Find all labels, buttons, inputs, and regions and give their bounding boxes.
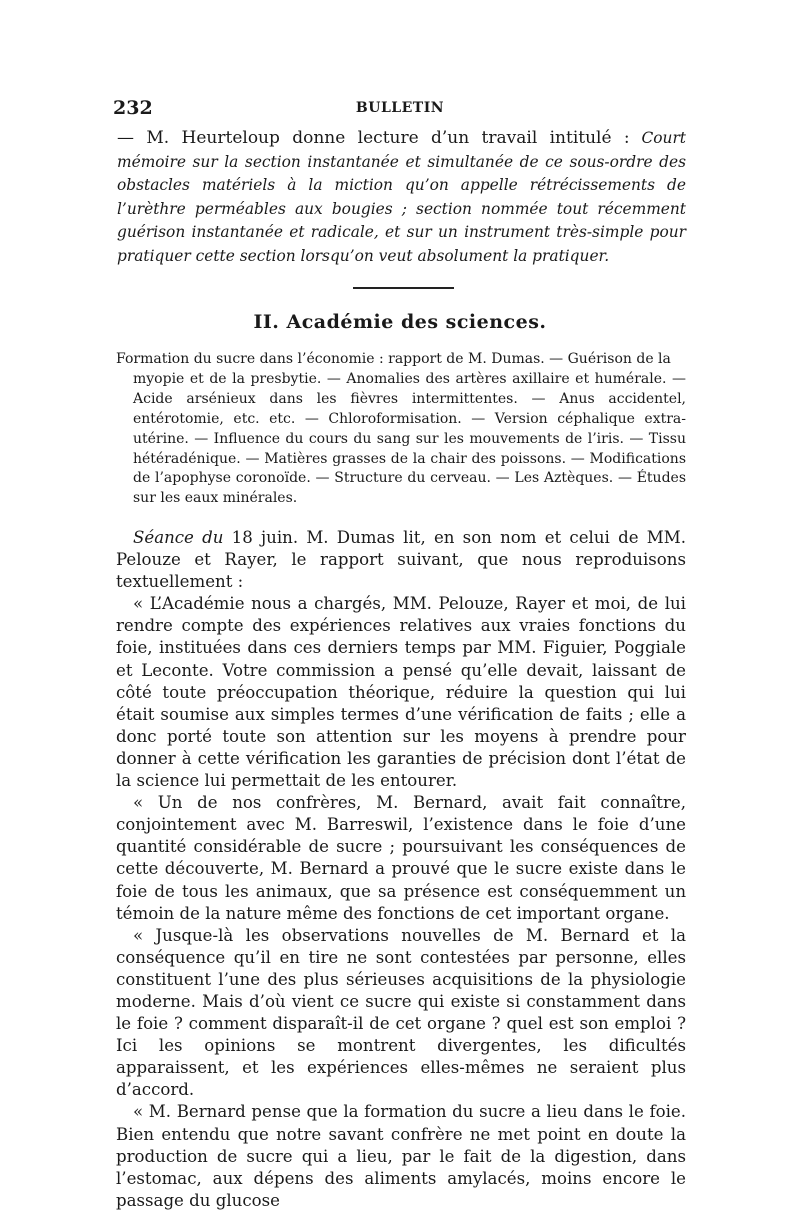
page-header <box>113 97 687 121</box>
intro-lead: — M. Heurteloup donne lecture d’un travail intitulé : <box>117 128 630 148</box>
article-body <box>116 527 686 1212</box>
running-title: BULLETIN <box>355 100 445 116</box>
summary-rest: myopie et de la presbytie. — Anomalies des artères axillaire et humérale. — Acide arsénieux dans les fièvres intermittentes. — Anus accidentel, entérotomie, etc. etc. — Chloroformisation. — Version céphalique extra-utérine. — Influence du cours du sang sur les mouvements de l’iris. — Tissu hétéradénique. — Matières grasses de la chair des poissons. — Modifications de l’apophyse coronoïde. — Structure du cerveau. — Les Aztèques. — Études sur les eaux minérales. <box>133 370 686 507</box>
section-divider <box>353 287 454 289</box>
body-paragraph-3: « Un de nos confrères, M. Bernard, avait fait connaître, conjointement avec M. Barreswil, l’existence dans le foie d’une quantité considérable de sucre ; poursuivant les conséquences de cette découverte, M. Bernard a prouvé que le sucre existe dans le foie de tous les animaux, que sa présence est conséquemment un témoin de la nature même des fonctions de cet important organe. <box>116 793 686 923</box>
body-paragraph-4: « Jusque-là les observations nouvelles de M. Bernard et la conséquence qu’il en tire ne sont contestées par personne, elles constituent l’une des plus sérieuses acquisitions de la physiologie moderne. Mais d’où vient ce sucre qui existe si constamment dans le foie ? comment disparaît-il de cet organe ? quel est son emploi ? Ici les opinions se montrent divergentes, les dificultés apparaissent, et les expériences elles-mêmes ne seraient plus d’accord. <box>116 925 686 1100</box>
seance-text: 18 juin. M. Dumas lit, en son nom et celui de MM. Pelouze et Rayer, le rapport suivant, que nous reproduisons textuellement : <box>116 528 686 592</box>
page-number: 232 <box>113 97 153 119</box>
body-paragraph-5: « M. Bernard pense que la formation du sucre a lieu dans le foie. Bien entendu que notre savant confrère ne met point en doute la production de sucre qui a lieu, par le fait de la digestion, dans l’estomac, aux dépens des aliments amylacés, moins encore le passage du glucose <box>116 1102 686 1210</box>
body-paragraph-1 <box>116 527 686 593</box>
body-paragraph-2: « L’Académie nous a chargés, MM. Pelouze, Rayer et moi, de lui rendre compte des expériences relatives aux vraies fonctions du foie, instituées dans ces derniers temps par MM. Figuier, Poggiale et Leconte. Votre commission a pensé qu’elle devait, laissant de côté toute préoccupation théorique, réduire la question qui lui était soumise aux simples termes d’une vérification de faits ; elle a donc porté toute son attention sur les moyens à prendre pour donner à cette vérification les garanties de précision dont l’état de la science lui permettait de les entourer. <box>116 594 686 791</box>
intro-paragraph <box>117 127 686 269</box>
intro-work-title: Court mémoire sur la section instantanée et simultanée de ce sous-ordre des obstacles matériels à la miction qu’on appelle rétrécissements de l’urèthre perméables aux bougies ; section nommée tout récemment guérison instantanée et radicale, et sur un instrument très-simple pour pratiquer cette section lorsqu’on veut absolument la pratiquer. <box>117 129 686 265</box>
summary-first-line: Formation du sucre dans l’économie : rapport de M. Dumas. — Guérison de la <box>116 351 671 367</box>
section-title: II. Académie des sciences. <box>253 311 547 333</box>
seance-label: Séance du <box>133 528 224 547</box>
section-summary <box>116 350 686 509</box>
